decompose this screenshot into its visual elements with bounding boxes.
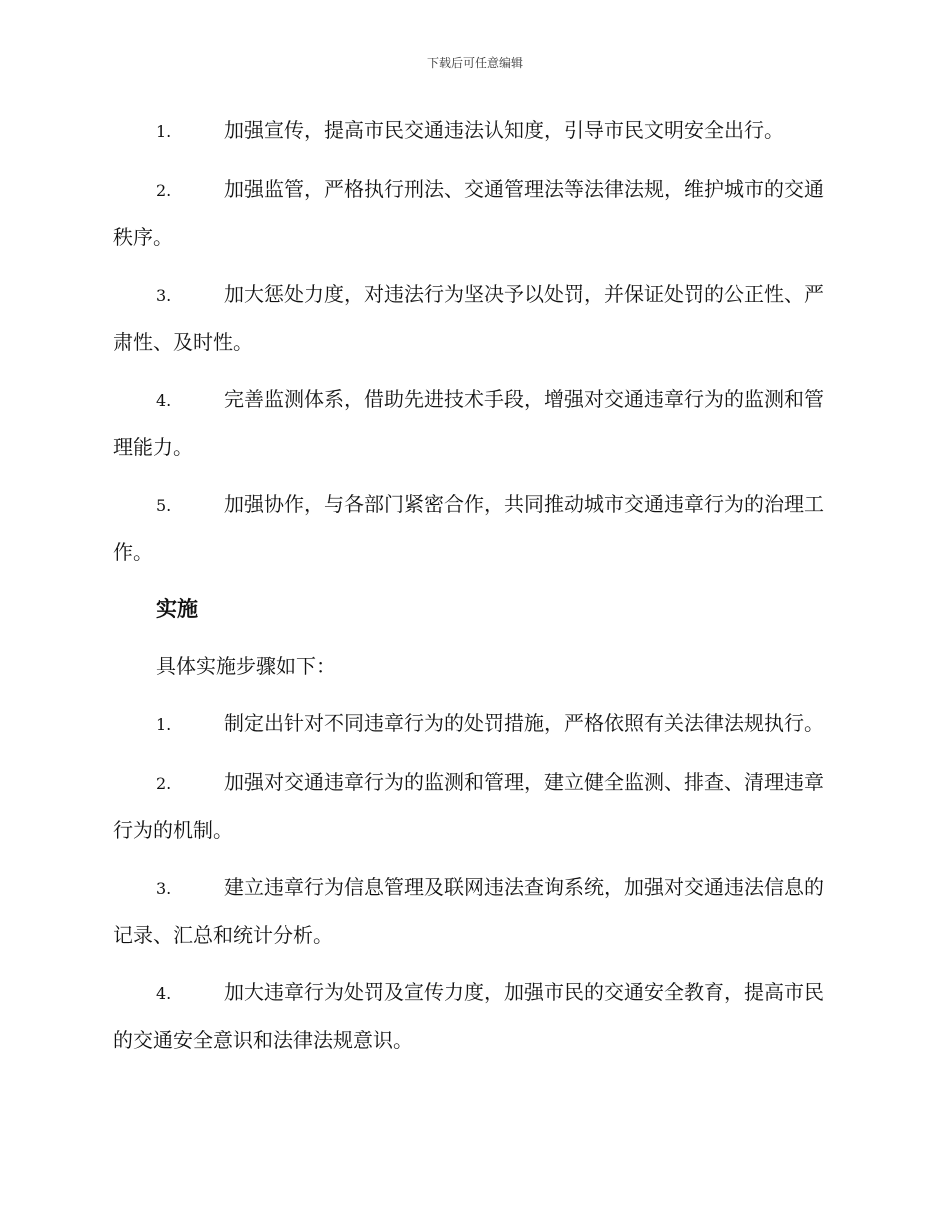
item-text: 加强协作，与各部门紧密合作，共同推动城市交通违章行为的治理工作。 (113, 492, 824, 564)
item-text: 加大惩处力度，对违法行为坚决予以处罚，并保证处罚的公正性、严肃性、及时性。 (113, 282, 824, 354)
item-number: 2. (156, 181, 172, 200)
list-item (113, 481, 837, 575)
list-item (113, 700, 837, 748)
list-item (113, 107, 837, 155)
item-text: 建立违章行为信息管理及联网违法查询系统，加强对交通违法信息的记录、汇总和统计分析。 (113, 875, 824, 947)
document-body (113, 107, 837, 1074)
item-number: 1. (156, 715, 172, 734)
section-intro: 具体实施步骤如下： (156, 654, 336, 678)
list-item (113, 271, 837, 365)
item-text: 制定出针对不同违章行为的处罚措施，严格依照有关法律法规执行。 (224, 711, 824, 735)
list-item (113, 864, 837, 958)
list-item (113, 759, 837, 853)
list-item (113, 166, 837, 260)
item-number: 4. (156, 391, 172, 410)
item-number: 2. (156, 774, 172, 793)
item-text: 加强监管，严格执行刑法、交通管理法等法律法规，维护城市的交通秩序。 (113, 177, 824, 249)
list-item (113, 969, 837, 1063)
page-header: 下载后可任意编辑 (426, 56, 523, 70)
item-number: 1. (156, 122, 172, 141)
item-text: 加大违章行为处罚及宣传力度，加强市民的交通安全教育，提高市民的交通安全意识和法律法规意识。 (113, 980, 824, 1052)
item-number: 3. (156, 879, 172, 898)
item-text: 完善监测体系，借助先进技术手段，增强对交通违章行为的监测和管理能力。 (113, 387, 824, 459)
section-heading: 实施 (156, 596, 198, 621)
item-text: 加强对交通违章行为的监测和管理，建立健全监测、排查、清理违章行为的机制。 (113, 770, 824, 842)
item-number: 4. (156, 984, 172, 1003)
item-text: 加强宣传，提高市民交通违法认知度，引导市民文明安全出行。 (224, 118, 784, 142)
list-item (113, 376, 837, 470)
item-number: 3. (156, 286, 172, 305)
item-number: 5. (156, 496, 172, 515)
